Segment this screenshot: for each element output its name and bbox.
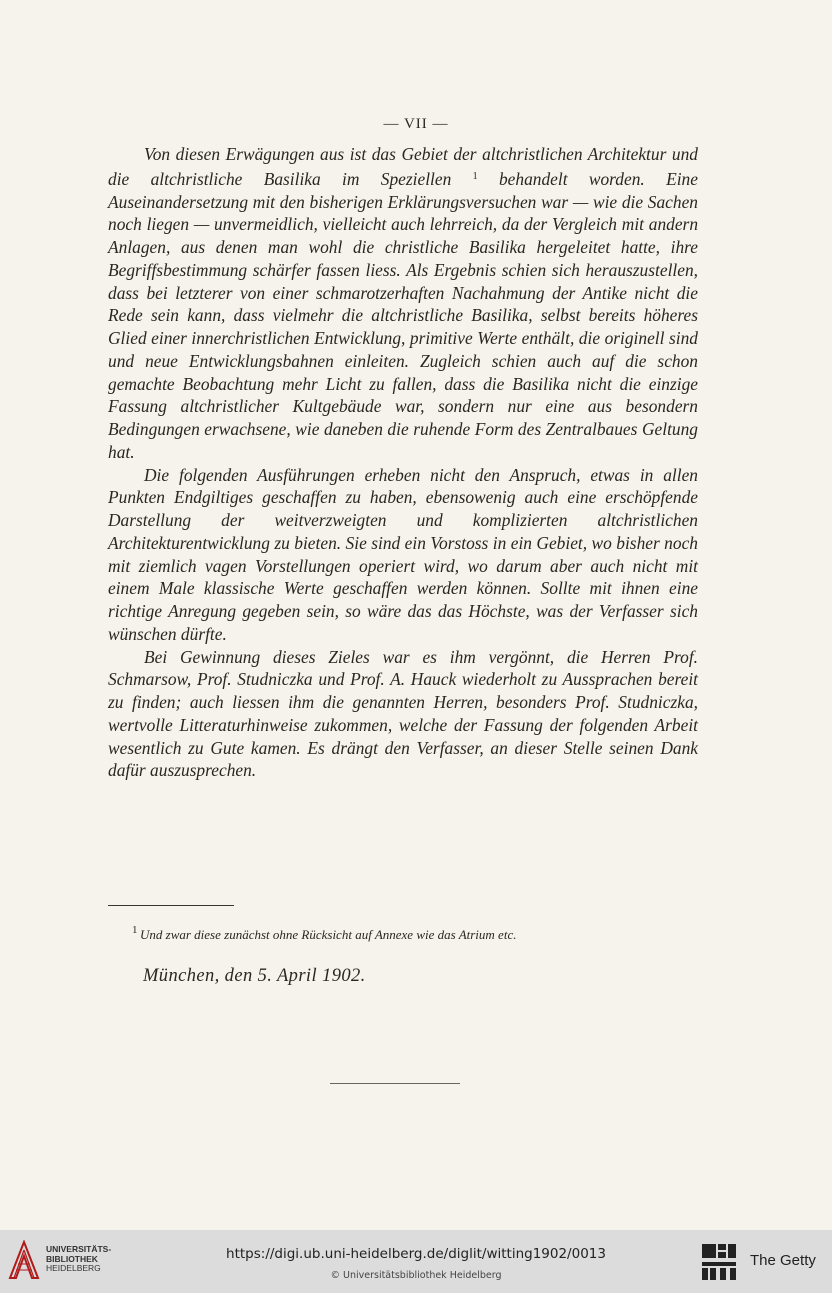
line: altchristlichen Architekturentwicklung zu bieten. Sie sind ein Vorstoss [108,510,698,553]
paragraph-3 [108,646,698,783]
page-number: — VII — [383,116,449,132]
viewer-footer [0,1230,832,1293]
line: mitive Werte enthält, die originell sind und neue Entwicklungsbahnen [108,328,698,371]
line: Architektur und die altchristliche Basilika im Speziellen [108,144,698,189]
line: Geltung hat. [108,419,698,462]
footnote-reference[interactable]: 1 [472,170,478,182]
line: stimmung schärfer fassen liess. Als Ergebnis schien sich herauszustellen, [179,259,698,280]
line: versuchen war — wie die Sachen noch liegen — unvermeidlich, viel [108,191,698,235]
footnote-divider [108,905,234,906]
line: Von diesen Erwägungen aus ist das Gebiet der altchristlichen [144,144,588,164]
end-divider [330,1083,460,1084]
line: Die folgenden Ausführungen erheben nicht den Anspruch, etwas [144,464,640,485]
line: in allen Punkten Endgiltiges geschaffen zu haben, ebensowenig auch [108,464,698,508]
line: wünschen dürfte. [108,623,227,644]
getty-name: The Getty [750,1252,816,1269]
line: man wohl die christliche Basilika hergeleitet hatte, ihre Begriffsbe [108,237,698,280]
footnote [132,924,700,943]
line: worden. Eine Auseinandersetzung mit den bisherigen Erklärungs [108,168,698,212]
line: Herren, besonders Prof. Studniczka, wertvolle Litteraturhinweise zu [108,692,698,735]
line: eine erschöpfende Darstellung der weitverzweigten und komplizierten [108,487,699,530]
line: dass bei letzterer von einer schmarotzerhaften Nachahmung der Antike [108,282,635,303]
line: gegeben sein, so wäre das das Höchste, was der Verfasser sich [242,601,698,621]
line: behandelt [477,168,568,189]
body-text [108,143,698,782]
document-url[interactable]: https://digi.ub.uni-heidelberg.de/diglit/witting1902/0013 [226,1246,606,1262]
library-name-line: HEIDELBERG [46,1263,101,1273]
line: Bei Gewinnung dieses Zieles war es ihm vergönnt, die Herren [144,646,664,667]
line: selbst bereits höheres Glied einer innerchristlichen Entwicklung, pri [108,305,698,348]
line: dingungen erwachsene, wie daneben die ruhende Form des Zentralbaues [126,419,642,439]
paragraph-2 [108,464,698,646]
getty-logo-icon[interactable] [700,1242,738,1282]
paragraph-1 [108,143,698,464]
footnote-text: Und zwar diese zunächst ohne Rücksicht auf Annexe wie das Atrium etc. [140,927,517,942]
line: wird, wo darum aber auch nicht mit einem Male klassische Werte [108,555,698,599]
library-name-line: UNIVERSITÄTS- [46,1244,112,1254]
line: kamen. Es drängt den Verfasser, an dieser Stelle seinen Dank dafür [108,737,698,781]
line: einleiten. Zugleich schien auch auf die schon gemachte Beobachtung [108,350,698,394]
line: nicht die Rede sein kann, dass vielmehr die altchristliche Basilika, [108,282,698,326]
line: mehr Licht zu fallen, dass die Basilika nicht die einzige Fassung [108,373,698,417]
line: altchristlicher Kultgebäude war, sondern nur eine aus besondern Be [108,396,698,439]
date-line: München, den 5. April 1902. [143,966,366,986]
footnote-mark: 1 [132,924,138,936]
line: auszusprechen. [150,760,257,781]
line: kommen, welche der Fassung der folgenden Arbeit wesentlich zu Gute [108,714,698,758]
line: leicht auch lehrreich, da der Vergleich mit andern Anlagen, aus denen [108,214,699,257]
copyright-notice: © Universitätsbibliothek Heidelberg [330,1270,502,1281]
line: Prof. Schmarsow, Prof. Studniczka und Prof. A. Hauck wiederholt [108,646,698,690]
line: geschaffen werden können. Sollte mit ihnen eine richtige Anregung [108,578,699,621]
line: in ein Gebiet, wo bisher noch mit ziemlich vagen Vorstellungen operiert [108,532,698,576]
library-name-line: BIBLIOTHEK [46,1253,98,1264]
line: zu Aussprachen bereit zu finden; auch liessen ihm die genannten [108,669,698,712]
